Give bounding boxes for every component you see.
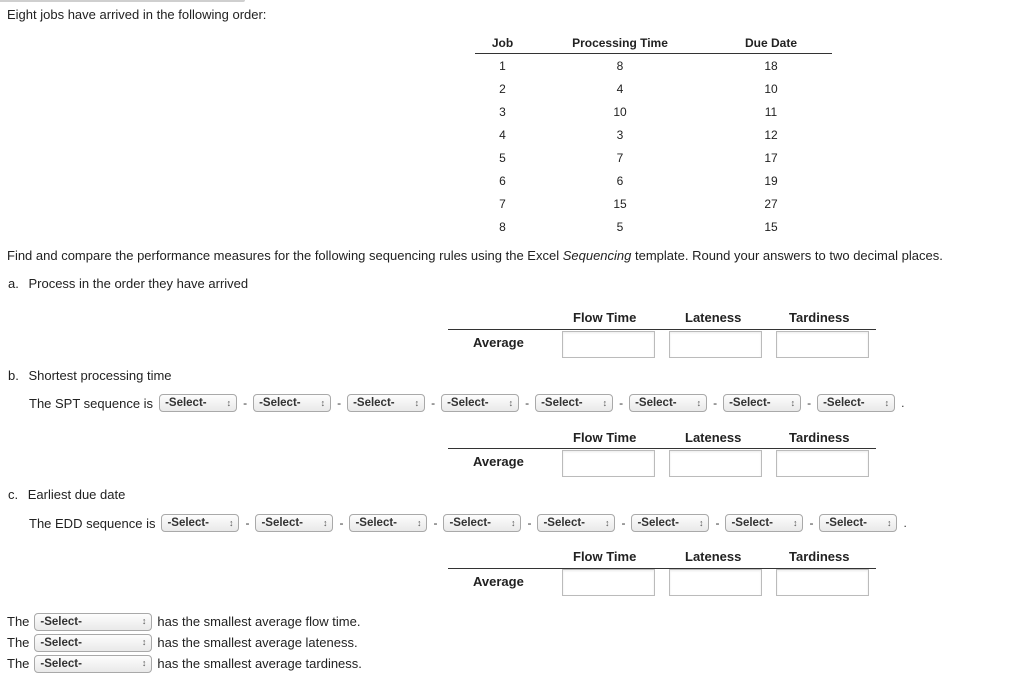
- jobs-table-row: [475, 100, 832, 123]
- part-c-tardiness-input[interactable]: [776, 569, 869, 596]
- edd-sequence-select-2[interactable]: [255, 514, 333, 532]
- select-value: -Select-: [637, 517, 679, 529]
- updown-arrow-icon: ↕: [141, 637, 147, 647]
- spt-sequence-separator: -: [619, 396, 624, 410]
- select-value: -Select-: [261, 517, 303, 529]
- part-b-average-label: Average: [473, 454, 524, 469]
- comparison-prefix: The: [7, 614, 30, 629]
- spt-sequence-separator: -: [243, 396, 248, 410]
- part-a-lateness-input[interactable]: [669, 331, 762, 358]
- updown-arrow-icon: ↕: [602, 397, 608, 408]
- select-value: -Select-: [731, 517, 773, 529]
- edd-sequence-select-4[interactable]: [443, 514, 521, 532]
- part-b-tardiness-input[interactable]: [776, 450, 869, 477]
- comparison-suffix: has the smallest average tardiness.: [157, 656, 362, 671]
- part-c-lateness-header: Lateness: [685, 549, 742, 564]
- part-b-lateness-input[interactable]: [669, 450, 762, 477]
- top-divider: [0, 0, 245, 2]
- edd-sequence-separator: -: [339, 516, 344, 530]
- select-value: -Select-: [259, 397, 301, 409]
- part-c-average-label: Average: [473, 574, 524, 589]
- instructions: [7, 248, 943, 263]
- processing-time-cell: 3: [616, 127, 624, 142]
- part-a-lateness-header: Lateness: [685, 310, 742, 325]
- updown-arrow-icon: ↕: [510, 517, 516, 528]
- updown-arrow-icon: ↕: [790, 397, 796, 408]
- updown-arrow-icon: ↕: [414, 397, 420, 408]
- select-value: -Select-: [635, 397, 677, 409]
- due-date-cell: 18: [764, 58, 778, 73]
- edd-sequence-select-7[interactable]: [725, 514, 803, 532]
- processing-time-cell: 5: [616, 219, 624, 234]
- jobs-table-row: [475, 192, 832, 215]
- comparison-row: [7, 653, 362, 674]
- edd-sequence-select-5[interactable]: [537, 514, 615, 532]
- jobs-table-row: [475, 169, 832, 192]
- job-cell: 8: [499, 219, 506, 234]
- comparison-prefix: The: [7, 656, 30, 671]
- processing-time-cell: 15: [613, 196, 627, 211]
- jobs-table-row: [475, 146, 832, 169]
- part-b-heading: [8, 368, 172, 383]
- processing-time-cell: 7: [616, 150, 624, 165]
- instructions-emphasis: Sequencing: [562, 248, 632, 263]
- edd-sequence-select-8[interactable]: [819, 514, 897, 532]
- spt-sequence-separator: -: [713, 396, 718, 410]
- select-value: -Select-: [543, 517, 585, 529]
- processing-time-cell: 8: [616, 58, 624, 73]
- intro-text: Eight jobs have arrived in the following order:: [7, 7, 267, 22]
- spt-sequence-separator: -: [807, 396, 812, 410]
- edd-sequence-row: [29, 514, 907, 532]
- comparison-row: [7, 632, 362, 653]
- spt-sequence-label: The SPT sequence is: [29, 395, 154, 411]
- part-a-tardiness-header: Tardiness: [789, 310, 850, 325]
- updown-arrow-icon: ↕: [792, 517, 798, 528]
- processing-time-cell: 10: [613, 104, 627, 119]
- select-value: -Select-: [165, 397, 207, 409]
- select-value: -Select-: [167, 517, 209, 529]
- spt-sequence-select-8[interactable]: [817, 394, 895, 412]
- part-b-rule: [448, 448, 876, 449]
- job-cell: 2: [499, 81, 506, 96]
- processing-time-cell: 4: [616, 81, 624, 96]
- select-value: -Select-: [825, 517, 867, 529]
- part-a-flow-header: Flow Time: [573, 310, 637, 325]
- header-processing-time: Processing Time: [572, 36, 668, 50]
- select-value: -Select-: [355, 517, 397, 529]
- spt-sequence-select-3[interactable]: [347, 394, 425, 412]
- job-cell: 6: [499, 173, 506, 188]
- updown-arrow-icon: ↕: [228, 517, 234, 528]
- jobs-table-header: [475, 33, 832, 54]
- spt-sequence-separator: -: [337, 396, 342, 410]
- part-c-flow-input[interactable]: [562, 569, 655, 596]
- due-date-cell: 19: [764, 173, 778, 188]
- comparison-row: [7, 611, 362, 632]
- part-b-flow-header: Flow Time: [573, 430, 637, 445]
- updown-arrow-icon: ↕: [696, 397, 702, 408]
- spt-sequence-select-5[interactable]: [535, 394, 613, 412]
- due-date-cell: 10: [764, 81, 778, 96]
- part-c-tardiness-header: Tardiness: [789, 549, 850, 564]
- select-value: -Select-: [40, 657, 82, 670]
- part-a-average-label: Average: [473, 335, 524, 350]
- updown-arrow-icon: ↕: [886, 517, 892, 528]
- edd-sequence-label: The EDD sequence is: [29, 515, 156, 531]
- comparison-select-3[interactable]: [34, 655, 152, 673]
- comparison-suffix: has the smallest average lateness.: [157, 635, 358, 650]
- updown-arrow-icon: ↕: [226, 397, 232, 408]
- spt-sequence-select-7[interactable]: [723, 394, 801, 412]
- header-job: Job: [491, 36, 514, 50]
- edd-sequence-select-6[interactable]: [631, 514, 709, 532]
- job-cell: 5: [499, 150, 506, 165]
- select-value: -Select-: [541, 397, 583, 409]
- spt-sequence-select-1[interactable]: [159, 394, 237, 412]
- updown-arrow-icon: ↕: [604, 517, 610, 528]
- part-b-tardiness-header: Tardiness: [789, 430, 850, 445]
- jobs-table-body: [475, 54, 832, 239]
- updown-arrow-icon: ↕: [141, 616, 147, 626]
- select-value: -Select-: [729, 397, 771, 409]
- due-date-cell: 17: [764, 150, 778, 165]
- select-value: -Select-: [447, 397, 489, 409]
- part-a-tardiness-input[interactable]: [776, 331, 869, 358]
- updown-arrow-icon: ↕: [508, 397, 514, 408]
- edd-sequence-separator: -: [433, 516, 438, 530]
- jobs-table-row: [475, 123, 832, 146]
- edd-sequence-separator: -: [245, 516, 250, 530]
- edd-sequence-separator: -: [715, 516, 720, 530]
- updown-arrow-icon: ↕: [416, 517, 422, 528]
- part-a-title: Process in the order they have arrived: [28, 276, 249, 291]
- updown-arrow-icon: ↕: [141, 658, 147, 668]
- spt-sequence-row: [29, 394, 904, 412]
- part-b-flow-input[interactable]: [562, 450, 655, 477]
- updown-arrow-icon: ↕: [322, 517, 328, 528]
- part-b-title: Shortest processing time: [28, 368, 172, 383]
- spt-sequence-select-2[interactable]: [253, 394, 331, 412]
- edd-sequence-select-1[interactable]: [161, 514, 239, 532]
- edd-sequence-select-3[interactable]: [349, 514, 427, 532]
- spt-sequence-select-4[interactable]: [441, 394, 519, 412]
- part-c-title: Earliest due date: [27, 487, 126, 502]
- part-a-heading: [8, 276, 248, 291]
- edd-sequence-end: .: [903, 516, 907, 530]
- instructions-before: Find and compare the performance measures for the following sequencing rules using the Excel: [7, 248, 563, 263]
- edd-sequence-separator: -: [809, 516, 814, 530]
- spt-sequence-separator: -: [525, 396, 530, 410]
- comparison-suffix: has the smallest average flow time.: [157, 614, 361, 629]
- header-due-date: Due Date: [744, 36, 797, 50]
- jobs-table-row: [475, 54, 832, 78]
- due-date-cell: 11: [764, 104, 778, 119]
- edd-sequence-separator: -: [527, 516, 532, 530]
- select-value: -Select-: [40, 615, 82, 628]
- part-b-lateness-header: Lateness: [685, 430, 742, 445]
- select-value: -Select-: [40, 636, 82, 649]
- part-c-label: c.: [8, 487, 19, 502]
- part-a-flow-input[interactable]: [562, 331, 655, 358]
- comparison-select-1[interactable]: [34, 613, 152, 631]
- edd-sequence-separator: -: [621, 516, 626, 530]
- due-date-cell: 27: [764, 196, 778, 211]
- job-cell: 1: [499, 58, 506, 73]
- jobs-table: [475, 33, 832, 238]
- comparison-list: [7, 611, 362, 674]
- job-cell: 7: [499, 196, 506, 211]
- spt-sequence-select-6[interactable]: [629, 394, 707, 412]
- select-value: -Select-: [823, 397, 865, 409]
- select-value: -Select-: [353, 397, 395, 409]
- due-date-cell: 12: [764, 127, 778, 142]
- processing-time-cell: 6: [616, 173, 624, 188]
- part-b-label: b.: [8, 368, 19, 383]
- comparison-select-2[interactable]: [34, 634, 152, 652]
- select-value: -Select-: [449, 517, 491, 529]
- part-a-rule: [448, 329, 876, 330]
- part-a-label: a.: [8, 276, 19, 291]
- spt-sequence-end: .: [901, 396, 905, 410]
- due-date-cell: 15: [764, 219, 778, 234]
- part-c-lateness-input[interactable]: [669, 569, 762, 596]
- job-cell: 4: [499, 127, 506, 142]
- updown-arrow-icon: ↕: [698, 517, 704, 528]
- jobs-table-row: [475, 215, 832, 238]
- instructions-after: template. Round your answers to two decimal places.: [631, 248, 943, 263]
- part-c-heading: [8, 487, 125, 502]
- comparison-prefix: The: [7, 635, 30, 650]
- jobs-table-row: [475, 77, 832, 100]
- part-c-flow-header: Flow Time: [573, 549, 637, 564]
- job-cell: 3: [499, 104, 506, 119]
- spt-sequence-separator: -: [431, 396, 436, 410]
- updown-arrow-icon: ↕: [884, 397, 890, 408]
- updown-arrow-icon: ↕: [320, 397, 326, 408]
